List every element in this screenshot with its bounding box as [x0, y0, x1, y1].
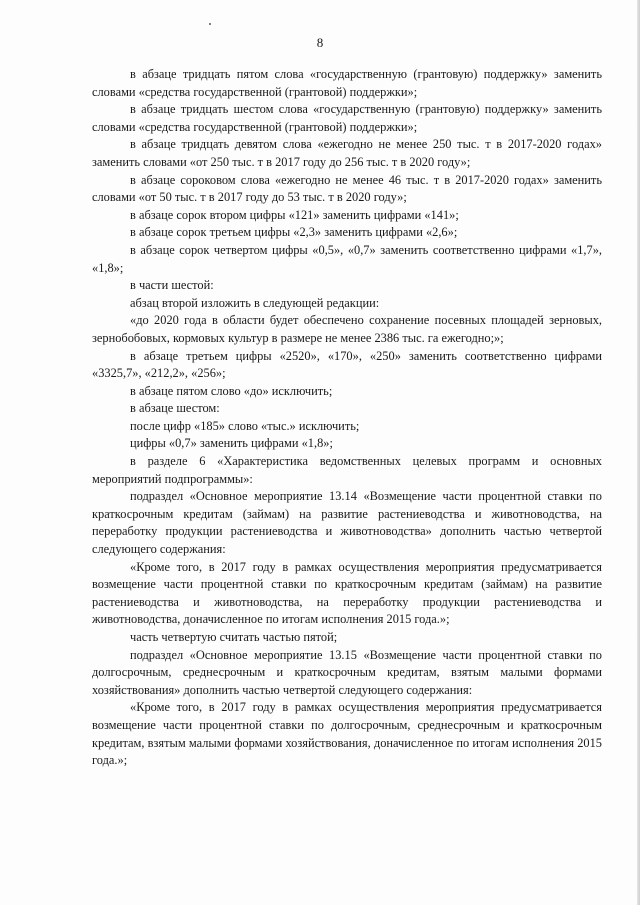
paragraph: подраздел «Основное мероприятие 13.15 «Возмещение части процентной ставки по долгосрочным, среднесрочным и краткосрочным кредитам, взятым малыми формами хозяйствования» дополнить частью четвертой следующего содержания:	[92, 647, 602, 697]
paragraph: в абзаце сороковом слова «ежегодно не менее 46 тыс. т в 2017-2020 годах» заменить словами «от 50 тыс. т в 2017 году до 53 тыс. т в 2020 году»;	[92, 172, 602, 205]
paragraph: в абзаце шестом:	[130, 401, 220, 416]
paragraph: в разделе 6 «Характеристика ведомственных целевых программ и основных мероприятий подпрограммы»:	[92, 454, 602, 486]
page-number: 8	[316, 35, 324, 50]
paragraph: «Кроме того, в 2017 году в рамках осуществления мероприятия предусматривается возмещение части процентной ставки по краткосрочным кредитам (займам) на развитие растениеводства и животноводства, на переработку продукции растениеводства и животноводства, доначисленное по итогам исполнения 2015 года.»;	[92, 559, 602, 627]
scan-speck	[209, 23, 211, 25]
paragraph: подраздел «Основное мероприятие 13.14 «Возмещение части процентной ставки по краткосрочным кредитам (займам) на развитие растениеводства и животноводства, на переработку продукции растениеводства и животноводства» дополнить частью четвертой следующего содержания:	[92, 489, 602, 557]
paragraph: в абзаце тридцать шестом слова «государственную (грантовую) поддержку» заменить словами «средства государственной (грантовой) поддержки»;	[92, 102, 602, 134]
paragraph: в части шестой:	[130, 278, 214, 293]
paragraph: часть четвертую считать частью пятой;	[130, 630, 338, 644]
paragraph: в абзаце сорок четвертом цифры «0,5», «0,7» заменить соответственно цифрами «1,7», «1,8»;	[92, 242, 602, 275]
document-body	[92, 66, 602, 770]
paragraph: в абзаце тридцать девятом слова «ежегодно не менее 250 тыс. т в 2017-2020 годах» заменить словами «от 250 тыс. т в 2017 году до 256 тыс. т в 2020 году»;	[92, 137, 602, 169]
paragraph: «Кроме того, в 2017 году в рамках осуществления мероприятия предусматривается возмещение части процентной ставки по долгосрочным, среднесрочным и краткосрочным кредитам, взятым малыми формами хозяйствования, доначисленное по итогам исполнения 2015 года.»;	[92, 700, 602, 768]
paragraph: в абзаце тридцать пятом слова «государственную (грантовую) поддержку» заменить словами «средства государственной (грантовой) поддержки»;	[92, 67, 602, 99]
paragraph: абзац второй изложить в следующей редакции:	[130, 295, 380, 310]
paragraph: в абзаце сорок втором цифры «121» заменить цифрами «141»;	[130, 207, 459, 222]
paragraph: после цифр «185» слово «тыс.» исключить;	[130, 418, 360, 433]
paragraph: «до 2020 года в области будет обеспечено сохранение посевных площадей зерновых, зернобобовых, кормовых культур в размере не менее 2386 тыс. га ежегодно;»;	[92, 313, 602, 345]
paragraph: в абзаце сорок третьем цифры «2,3» заменить цифрами «2,6»;	[130, 225, 458, 240]
paragraph: в абзаце пятом слово «до» исключить;	[130, 383, 333, 398]
paragraph: цифры «0,7» заменить цифрами «1,8»;	[130, 436, 333, 451]
paragraph: в абзаце третьем цифры «2520», «170», «250» заменить соответственно цифрами «3325,7», «212,2», «256»;	[92, 348, 602, 381]
